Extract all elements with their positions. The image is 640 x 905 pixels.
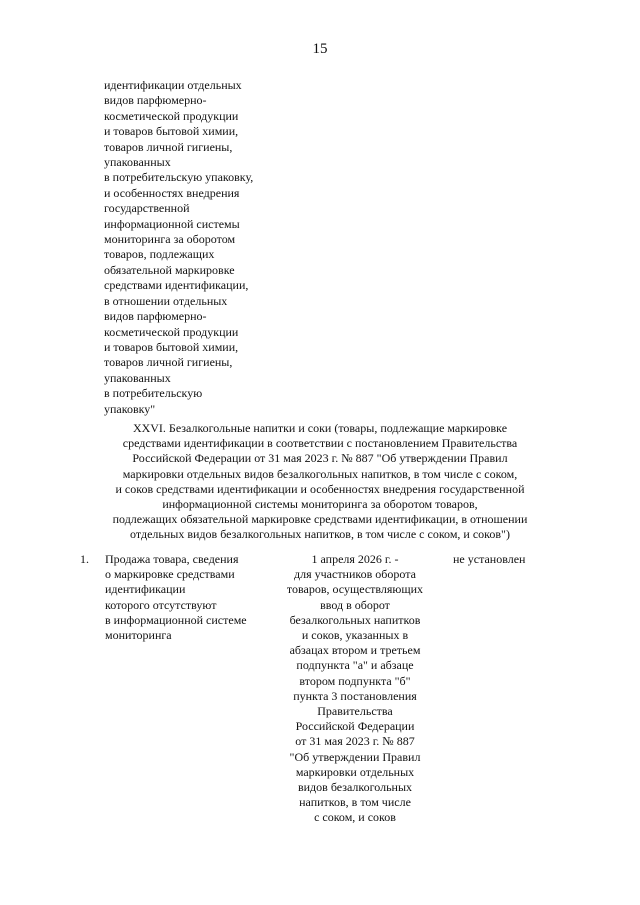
date-line: безалкогольных напитков	[289, 612, 421, 627]
heading-line: Российской Федерации от 31 мая 2023 г. № 887 "Об утверждении Правил	[132, 451, 508, 466]
text-line: упаковку"	[104, 401, 156, 416]
text-line: средствами идентификации,	[104, 278, 249, 293]
date-line: видов безалкогольных	[297, 780, 413, 795]
heading-line: подлежащих обязательной маркировке средствами идентификации, в отношении	[112, 512, 528, 527]
date-line: с соком, и соков	[314, 810, 396, 825]
text-line: и товаров бытовой химии,	[104, 124, 239, 139]
end-date: не установлен	[453, 552, 526, 566]
item-line: мониторинга	[105, 628, 172, 643]
item-description	[105, 552, 275, 643]
text-line: видов парфюмерно-	[104, 93, 207, 108]
section-heading	[60, 421, 580, 543]
date-line: маркировки отдельных	[295, 764, 415, 779]
text-line: видов парфюмерно-	[104, 309, 207, 324]
text-line: мониторинга за оборотом	[104, 232, 236, 247]
text-line: косметической продукции	[104, 324, 239, 339]
page-number: 15	[312, 41, 328, 57]
heading-line: средствами идентификации в соответствии с постановлением Правительства	[122, 436, 518, 451]
date-line: ввод в оборот	[320, 597, 390, 612]
row-number: 1.	[80, 552, 89, 566]
date-line: втором подпункта "б"	[299, 673, 411, 688]
text-line: и товаров бытовой химии,	[104, 339, 239, 354]
heading-line: и соков средствами идентификации и особенностях внедрения государственной	[115, 481, 525, 496]
date-line: от 31 мая 2023 г. № 887	[295, 734, 415, 749]
date-line: для участников оборота	[294, 567, 416, 582]
heading-line: XXVI. Безалкогольные напитки и соки (товары, подлежащие маркировке	[132, 421, 508, 435]
item-line: о маркировке средствами	[105, 567, 235, 582]
text-line: в потребительскую	[104, 386, 203, 401]
item-line: которого отсутствуют	[105, 597, 217, 612]
heading-line: информационной системы мониторинга за оборотом товаров,	[162, 497, 478, 512]
date-line: Российской Федерации	[295, 719, 415, 734]
item-line: Продажа товара, сведения	[105, 552, 239, 566]
text-line: информационной системы	[104, 216, 240, 231]
item-line: идентификации	[105, 582, 186, 597]
text-line: государственной	[104, 201, 190, 216]
date-line: 1 апреля 2026 г. -	[311, 552, 399, 566]
text-line: в отношении отдельных	[104, 293, 228, 308]
text-line: косметической продукции	[104, 108, 239, 123]
date-line: пункта 3 постановления	[293, 688, 417, 703]
text-line: товаров личной гигиены,	[104, 355, 233, 370]
date-line: "Об утверждении Правил	[289, 749, 421, 764]
text-line: упакованных	[104, 370, 171, 385]
start-date-description	[270, 552, 440, 826]
text-line: товаров личной гигиены,	[104, 139, 233, 154]
text-line: обязательной маркировке	[104, 262, 235, 277]
date-line: подпункта "а" и абзаце	[296, 658, 414, 673]
heading-line: отдельных видов безалкогольных напитков, в том числе с соком, и соков")	[130, 527, 510, 542]
date-line: Правительства	[317, 704, 393, 719]
date-line: абзацах втором и третьем	[289, 643, 421, 658]
date-line: напитков, в том числе	[299, 795, 411, 810]
text-line: и особенностях внедрения	[104, 185, 240, 200]
heading-line: маркировки отдельных видов безалкогольных напитков, в том числе с соком,	[122, 466, 518, 481]
text-line: идентификации отдельных	[104, 78, 242, 92]
item-line: в информационной системе	[105, 612, 247, 627]
date-line: и соков, указанных в	[301, 628, 409, 643]
date-line: товаров, осуществляющих	[286, 582, 424, 597]
text-line: товаров, подлежащих	[104, 247, 215, 262]
text-line: в потребительскую упаковку,	[104, 170, 254, 185]
text-line: упакованных	[104, 155, 171, 170]
previous-item-text	[104, 78, 253, 417]
